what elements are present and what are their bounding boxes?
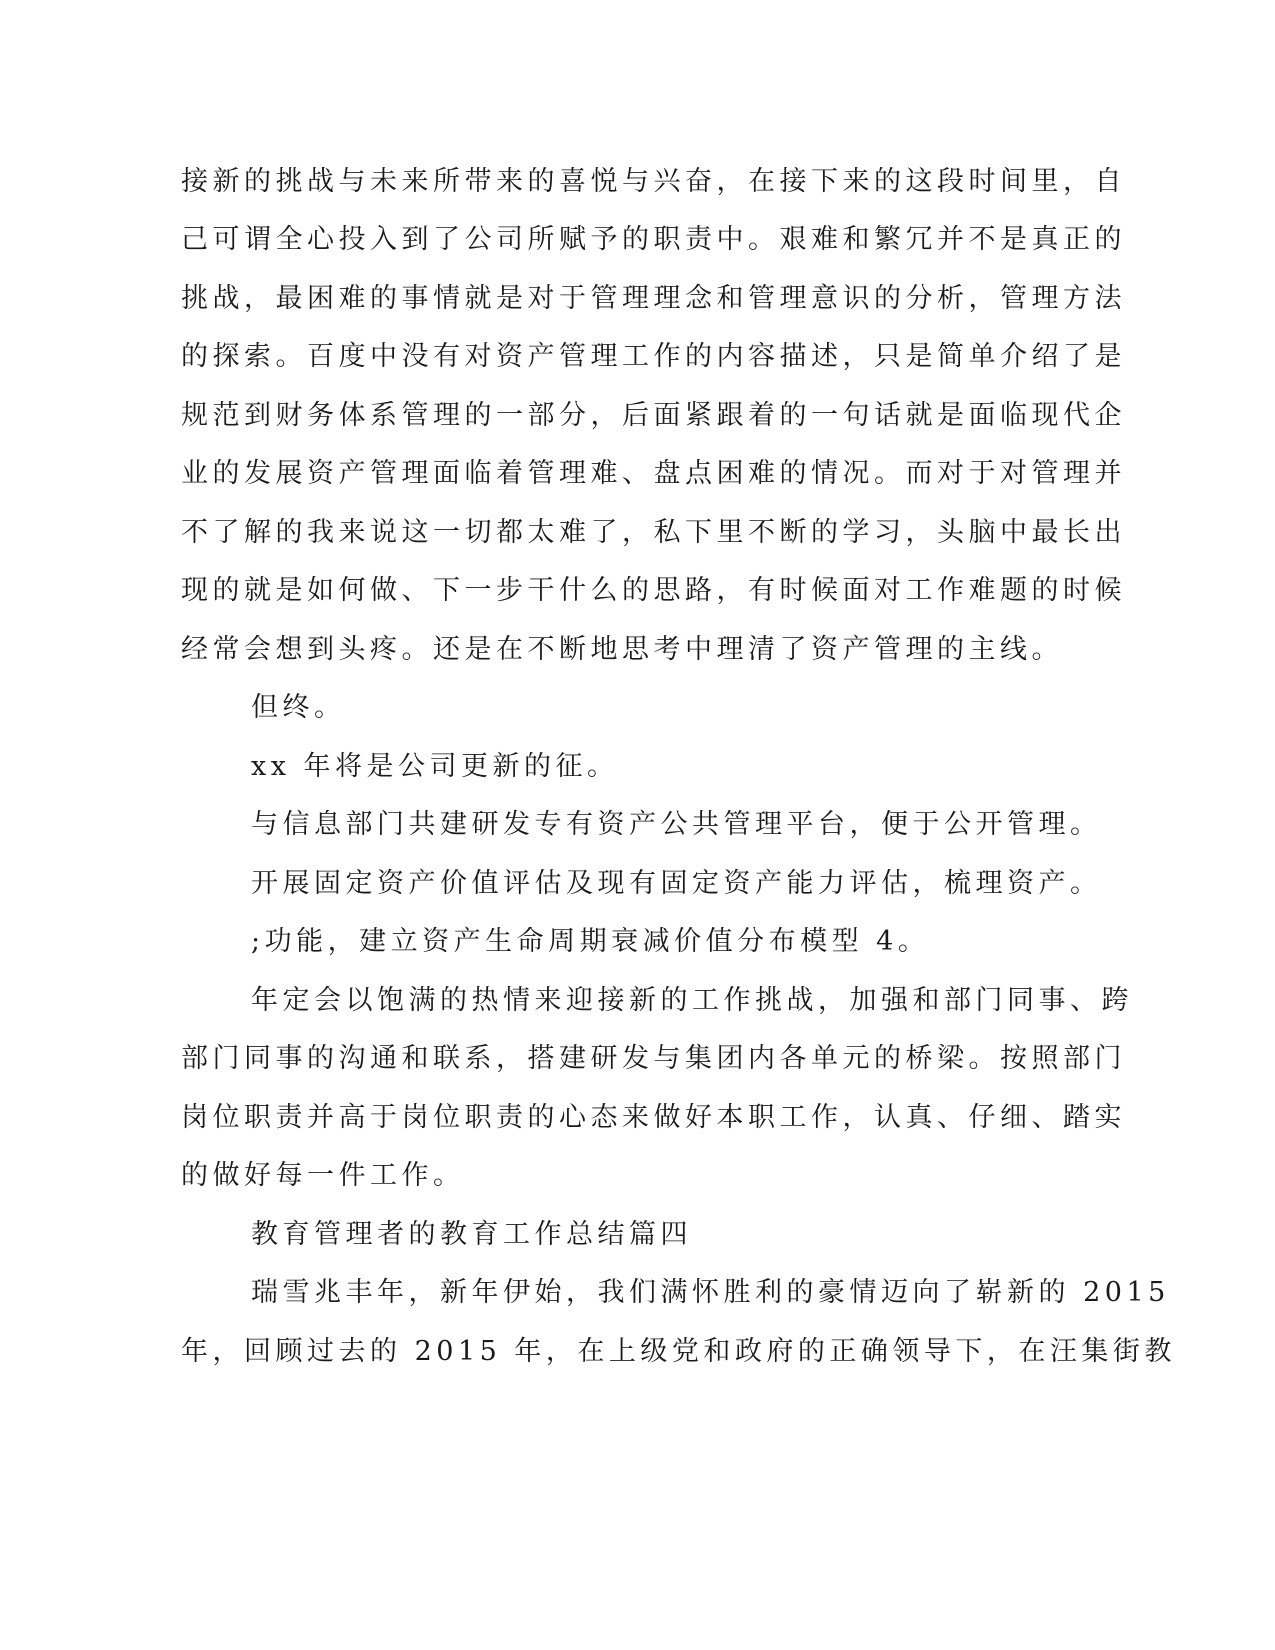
paragraph-line: 挑战，最困难的事情就是对于管理理念和管理意识的分析，管理方法 xyxy=(181,283,1126,314)
paragraph-line: 部门同事的沟通和联系，搭建研发与集团内各单元的桥梁。按照部门 xyxy=(181,1043,1126,1074)
paragraph-line: 不了解的我来说这一切都太难了，私下里不断的学习，头脑中最长出 xyxy=(181,517,1126,548)
paragraph-line: 与信息部门共建研发专有资产公共管理平台，便于公开管理。 xyxy=(251,809,1102,840)
paragraph-line: 业的发展资产管理面临着管理难、盘点困难的情况。而对于对管理并 xyxy=(181,458,1126,489)
paragraph-line: 开展固定资产价值评估及现有固定资产能力评估，梳理资产。 xyxy=(251,868,1102,899)
paragraph-line: 现的就是如何做、下一步干什么的思路，有时候面对工作难题的时候 xyxy=(181,575,1126,606)
paragraph-line: 己可谓全心投入到了公司所赋予的职责中。艰难和繁冗并不是真正的 xyxy=(181,224,1126,255)
paragraph-line: 岗位职责并高于岗位职责的心态来做好本职工作，认真、仔细、踏实 xyxy=(181,1102,1126,1133)
paragraph-line: ;功能，建立资产生命周期衰减价值分布模型 4。 xyxy=(251,926,930,957)
paragraph-line: 瑞雪兆丰年，新年伊始，我们满怀胜利的豪情迈向了崭新的 2015 xyxy=(251,1277,1170,1308)
paragraph-line: 经常会想到头疼。还是在不断地思考中理清了资产管理的主线。 xyxy=(181,634,1063,665)
paragraph-line: 接新的挑战与未来所带来的喜悦与兴奋，在接下来的这段时间里，自 xyxy=(181,166,1126,197)
paragraph-line: 但终。 xyxy=(251,692,346,723)
paragraph-line: xx 年将是公司更新的征。 xyxy=(251,751,619,782)
paragraph-line: 的做好每一件工作。 xyxy=(181,1160,465,1191)
paragraph-line: 的探索。百度中没有对资产管理工作的内容描述，只是简单介绍了是 xyxy=(181,341,1126,372)
section-heading: 教育管理者的教育工作总结篇四 xyxy=(251,1219,692,1250)
paragraph-line: 规范到财务体系管理的一部分，后面紧跟着的一句话就是面临现代企 xyxy=(181,400,1126,431)
paragraph-line: 年，回顾过去的 2015 年，在上级党和政府的正确领导下，在汪集街教 xyxy=(181,1336,1176,1367)
paragraph-line: 年定会以饱满的热情来迎接新的工作挑战，加强和部门同事、跨 xyxy=(251,985,1133,1016)
